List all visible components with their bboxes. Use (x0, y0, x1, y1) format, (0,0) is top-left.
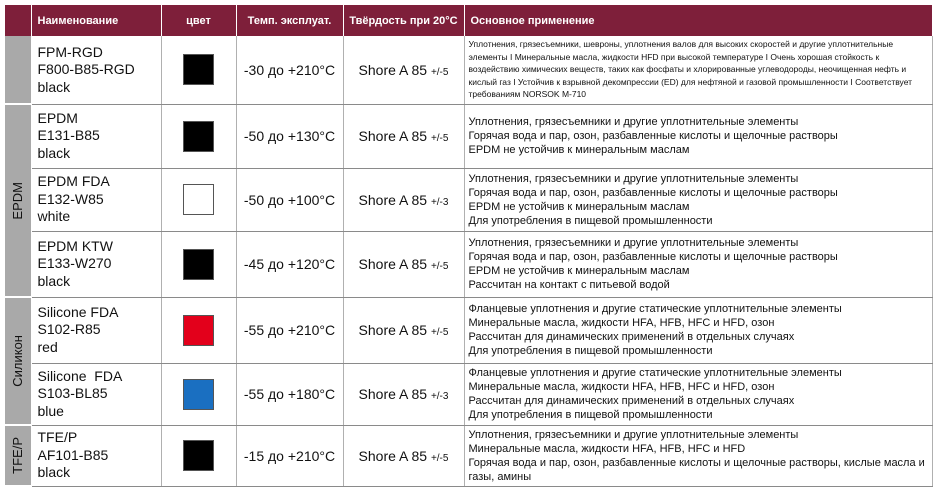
color-cell (161, 36, 236, 104)
application-line: Для употребления в пищевой промышленности (468, 214, 713, 227)
hardness-value: Shore A 85 (358, 191, 428, 208)
group-cell-epdm (5, 104, 31, 297)
application-line: Рассчитан на контакт с питьевой водой (468, 279, 670, 291)
header-hardness: Твёрдость при 20°C (343, 5, 464, 36)
table-row (5, 104, 932, 168)
hardness-value: Shore A 85 (358, 386, 428, 402)
application-text (464, 231, 932, 297)
material-color-name: blue (37, 402, 64, 419)
materials-table (5, 5, 933, 487)
hardness-tolerance: +/-5 (430, 66, 449, 78)
material-color-name: black (37, 272, 71, 289)
hardness (343, 363, 464, 425)
material-family: Silicone FDA (37, 367, 123, 384)
color-swatch (183, 121, 214, 152)
hardness-value: Shore A 85 (358, 256, 428, 272)
hardness-tolerance: +/-5 (430, 327, 449, 338)
application-line: Фланцевые уплотнения и другие статические уплотнительные элементы (468, 367, 842, 379)
material-family: TFE/P (37, 429, 78, 446)
material-name (31, 104, 161, 168)
temp-range: -55 до +210°C (236, 297, 343, 363)
application-line: EPDM не устойчив к минеральным маслам (468, 144, 690, 156)
material-name (31, 231, 161, 297)
table-header-row (5, 5, 932, 36)
material-family: EPDM FDA (37, 173, 110, 190)
color-cell (161, 425, 236, 486)
temp-range: -55 до +180°C (236, 363, 343, 425)
temp-range: -50 до +100°C (236, 168, 343, 231)
material-code: E131-B85 (37, 127, 100, 144)
material-color-name: white (37, 208, 71, 225)
hardness-tolerance: +/-5 (430, 261, 449, 272)
application-line: Горячая вода и пар, озон, разбавленные кислоты и щелочные растворы (468, 186, 838, 199)
hardness (343, 425, 464, 486)
application-line: Горячая вода и пар, озон, разбавленные кислоты и щелочные растворы (468, 130, 838, 142)
application-line: Минеральные масла, жидкости HFA, HFB, HFC и HFD, озон (468, 381, 775, 393)
application-line: Уплотнения, грязесъемники и другие уплотнительные элементы (468, 237, 799, 249)
application-line: Уплотнения, грязесъемники, шевроны, уплотнения валов для высоких скоростей и другие уплотнительные элементы I Минеральные масла, жидкости HFD при высокой температуре I Очень хорошая стойкость к воздействию химических веществ, таких как фосфаты и хлорированные углеводороды, неочищенная нефть и кислый газ I Устойчив к взрывной декомпрессии (ED) для нефтяной и газовой промышленности I Соответствует требованиям NORSOK M-710 (468, 39, 913, 99)
group-cell-empty (5, 36, 31, 104)
material-color-name: black (37, 464, 71, 481)
group-cell-tfe (5, 425, 31, 486)
application-line: EPDM не устойчив к минеральным маслам (468, 200, 690, 213)
header-temp: Темп. эксплуат. (236, 5, 343, 36)
application-text (464, 425, 932, 486)
material-name (31, 168, 161, 231)
application-line: Рассчитан для динамических применений в отдельных случаях (468, 395, 795, 407)
material-name (31, 36, 161, 104)
color-swatch (183, 315, 214, 346)
material-name (31, 297, 161, 363)
hardness-value: Shore A 85 (358, 128, 428, 144)
table-row (5, 297, 932, 363)
color-swatch (183, 440, 214, 471)
application-line: Горячая вода и пар, озон, разбавленные кислоты и щелочные растворы, кислые масла и газы, амины (468, 456, 925, 483)
application-line: Уплотнения, грязесъемники и другие уплотнительные элементы (468, 428, 799, 441)
material-color-name: black (37, 144, 71, 161)
header-application: Основное применение (464, 5, 932, 36)
table-row (5, 363, 932, 425)
color-swatch (183, 184, 214, 215)
hardness-tolerance: +/-3 (430, 391, 449, 402)
material-code: E133-W270 (37, 255, 112, 272)
application-line: Фланцевые уплотнения и другие статические уплотнительные элементы (468, 303, 842, 315)
application-text (464, 168, 932, 231)
color-swatch (183, 54, 214, 85)
table-row (5, 425, 932, 486)
temp-range: -30 до +210°C (236, 36, 343, 104)
temp-range: -50 до +130°C (236, 104, 343, 168)
hardness (343, 231, 464, 297)
application-line: Для употребления в пищевой промышленности (468, 345, 713, 357)
application-text (464, 104, 932, 168)
application-text (464, 36, 932, 104)
hardness-value: Shore A 85 (358, 447, 428, 464)
color-swatch (183, 379, 214, 410)
material-color-name: black (37, 78, 71, 95)
material-code: AF101-B85 (37, 446, 109, 463)
temp-range: -45 до +120°C (236, 231, 343, 297)
color-cell (161, 231, 236, 297)
application-line: EPDM не устойчив к минеральным маслам (468, 265, 690, 277)
material-family: EPDM KTW (37, 237, 113, 254)
hardness (343, 36, 464, 104)
application-line: Уплотнения, грязесъемники и другие уплотнительные элементы (468, 116, 799, 128)
color-cell (161, 168, 236, 231)
material-name (31, 363, 161, 425)
application-text (464, 297, 932, 363)
material-family: EPDM (37, 109, 78, 126)
application-line: Уплотнения, грязесъемники и другие уплотнительные элементы (468, 172, 799, 185)
table-row (5, 168, 932, 231)
table-row (5, 231, 932, 297)
application-line: Для употребления в пищевой промышленности (468, 409, 713, 421)
hardness (343, 104, 464, 168)
material-name (31, 425, 161, 486)
table-row (5, 36, 932, 104)
material-code: S103-BL85 (37, 385, 108, 402)
application-line: Минеральные масла, жидкости HFA, HFB, HFC и HFD, озон (468, 317, 775, 329)
material-code: E132-W85 (37, 190, 104, 207)
temp-range: -15 до +210°C (236, 425, 343, 486)
color-cell (161, 297, 236, 363)
material-color-name: red (37, 338, 58, 355)
header-name: Наименование (31, 5, 161, 36)
hardness-tolerance: +/-5 (430, 133, 449, 144)
hardness-tolerance: +/-5 (430, 452, 449, 464)
material-family: Silicone FDA (37, 303, 119, 320)
group-label-tfe: TFE/P (10, 437, 26, 474)
application-text (464, 363, 932, 425)
hardness-value: Shore A 85 (358, 61, 428, 78)
application-line: Рассчитан для динамических применений в отдельных случаях (468, 331, 795, 343)
color-cell (161, 363, 236, 425)
header-color: цвет (161, 5, 236, 36)
hardness (343, 168, 464, 231)
hardness-tolerance: +/-3 (430, 196, 449, 208)
material-family: FPM-RGD (37, 43, 103, 60)
application-line: Минеральные масла, жидкости HFA, HFB, HFC и HFD (468, 442, 746, 455)
group-label-epdm: EPDM (10, 181, 26, 220)
hardness-value: Shore A 85 (358, 322, 428, 338)
hardness (343, 297, 464, 363)
header-group-spacer (5, 5, 31, 36)
application-line: Горячая вода и пар, озон, разбавленные кислоты и щелочные растворы (468, 251, 838, 263)
group-cell-silicone (5, 297, 31, 425)
color-cell (161, 104, 236, 168)
material-code: F800-B85-RGD (37, 61, 135, 77)
color-swatch (183, 249, 214, 280)
group-label-silicone: Силикон (10, 335, 26, 387)
material-code: S102-R85 (37, 321, 101, 338)
